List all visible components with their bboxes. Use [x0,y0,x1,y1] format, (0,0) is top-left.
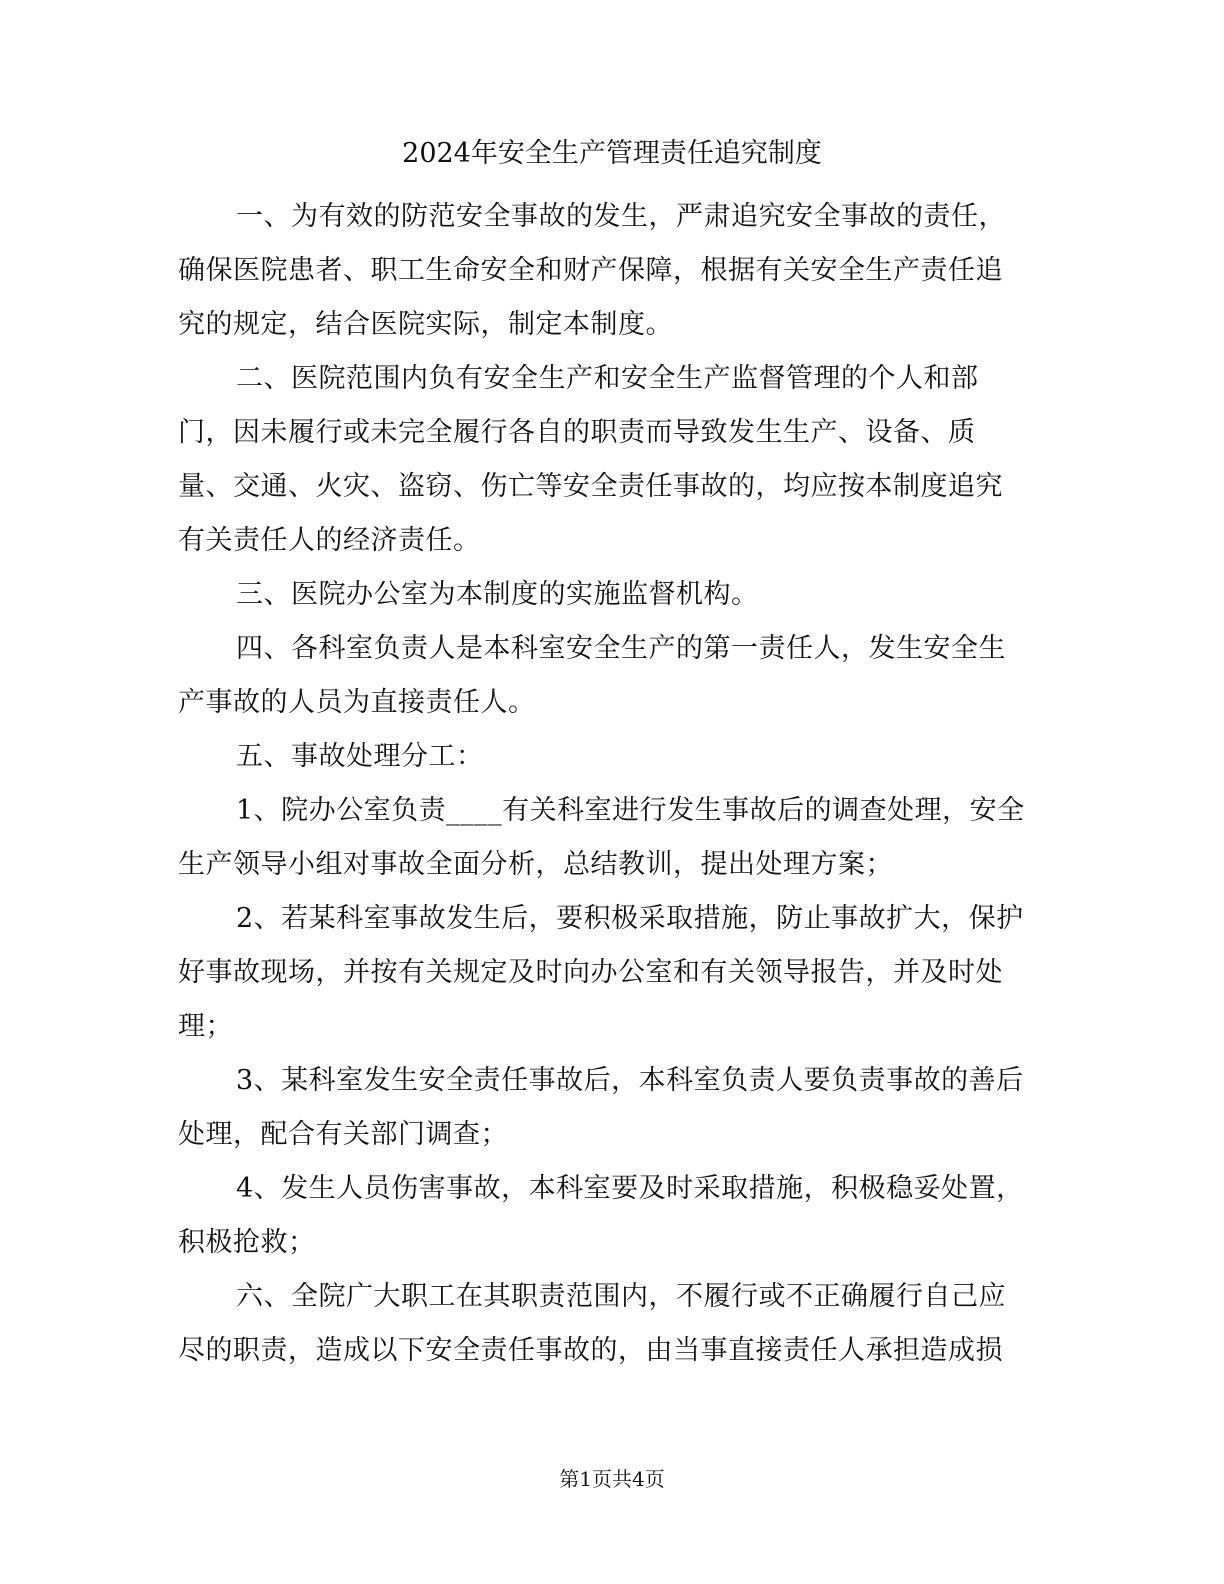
paragraph-line: 四、各科室负责人是本科室安全生产的第一责任人，发生安全生 [236,633,1006,664]
paragraph-line: 五、事故处理分工： [236,741,484,772]
document-body [178,190,1046,1378]
paragraph-line: 二、医院范围内负有安全生产和安全生产监督管理的个人和部 [236,363,979,394]
document-title: 2024年安全生产管理责任追究制度 [402,138,822,169]
paragraph-line: 生产领导小组对事故全面分析，总结教训，提出处理方案； [178,849,893,880]
paragraph-line: 产事故的人员为直接责任人。 [178,687,536,718]
paragraph-line: 理； [178,1011,233,1042]
paragraph-line: 有关责任人的经济责任。 [178,525,481,556]
paragraph-line: 确保医院患者、职工生命安全和财产保障，根据有关安全生产责任追 [178,255,1003,286]
paragraph-line: 一、为有效的防范安全事故的发生，严肃追究安全事故的责任， [236,201,1006,232]
paragraph-line: 处理，配合有关部门调查； [178,1119,508,1150]
paragraph-line: 三、医院办公室为本制度的实施监督机构。 [236,579,759,610]
paragraph-line: 积极抢救； [178,1227,316,1258]
paragraph-line: 量、交通、火灾、盗窃、伤亡等安全责任事故的，均应按本制度追究 [178,471,1003,502]
paragraph-line: 究的规定，结合医院实际，制定本制度。 [178,309,673,340]
paragraph-line: 门，因未履行或未完全履行各自的职责而导致发生生产、设备、质 [178,417,976,448]
paragraph-line: 尽的职责，造成以下安全责任事故的，由当事直接责任人承担造成损 [178,1335,1003,1366]
page-footer: 第1页共4页 [559,1467,665,1491]
paragraph-line: 六、全院广大职工在其职责范围内，不履行或不正确履行自己应 [236,1281,1006,1312]
paragraph-line: 2、若某科室事故发生后，要积极采取措施，防止事故扩大，保护 [236,903,1024,934]
paragraph-line: 3、某科室发生安全责任事故后，本科室负责人要负责事故的善后 [236,1065,1024,1096]
paragraph-line: 1、院办公室负责____有关科室进行发生事故后的调查处理，安全 [236,795,1025,826]
paragraph-line: 好事故现场，并按有关规定及时向办公室和有关领导报告，并及时处 [178,957,1003,988]
paragraph-line: 4、发生人员伤害事故，本科室要及时采取措施，积极稳妥处置， [236,1173,1024,1204]
